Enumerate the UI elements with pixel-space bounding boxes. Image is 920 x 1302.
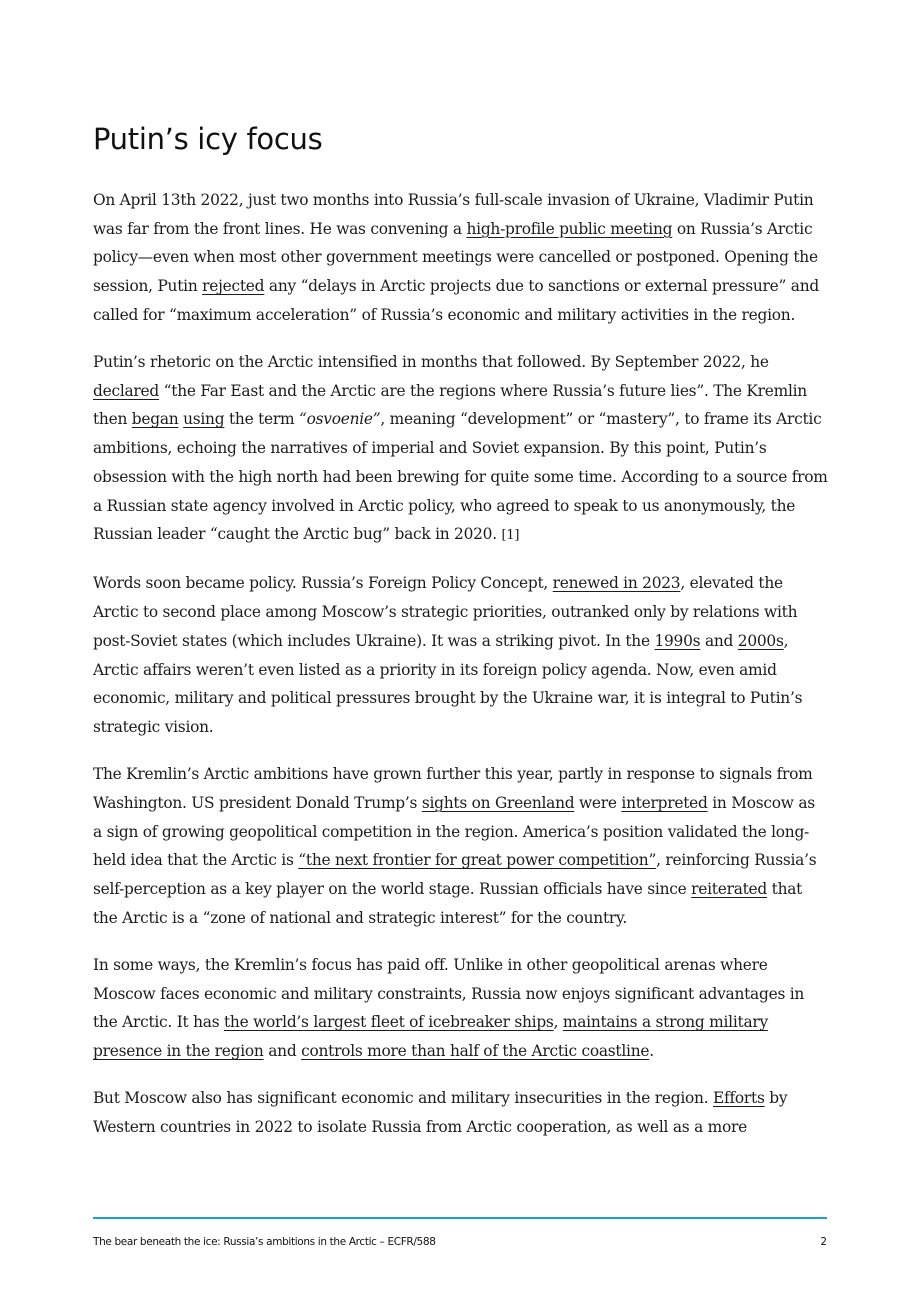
section-title: Putin’s icy focus bbox=[93, 122, 323, 156]
link-reiterated[interactable]: reiterated bbox=[691, 879, 768, 898]
text: But Moscow also has significant economic and military insecurities in the region. bbox=[93, 1089, 714, 1108]
link-icebreaker-fleet[interactable]: the world’s largest fleet of icebreaker ships bbox=[224, 1013, 554, 1032]
text: , meaning “development” or “mastery”, to frame its Arctic ambitions, echoing the narratives of imperial and Soviet expansion. By this point, Putin’s obsession with the high north had been brewing for quite some time. According to a source from a Russian state agency involved in Arctic policy, who agreed to speak to us anonymously, the Russian leader “caught the Arctic bug” back in 2020. bbox=[93, 410, 828, 544]
link-arctic-coastline[interactable]: controls more than half of the Arctic coastline bbox=[301, 1041, 650, 1060]
link-renewed-in-2023[interactable]: renewed in 2023 bbox=[552, 574, 681, 593]
link-sights-on-greenland[interactable]: sights on Greenland bbox=[421, 793, 575, 812]
text: The Kremlin’s Arctic ambitions have grown further this year, partly in response to signals from Washington. US president Donald Trump’s bbox=[93, 765, 813, 812]
text: In some ways, the Kremlin’s focus has paid off. Unlike in other geopolitical arenas where Moscow faces economic and military constraints, Russia now enjoys significant advantages in the Arctic. It has bbox=[93, 955, 805, 1032]
text: any “delays in Arctic projects due to sanctions or external pressure” and called for “maximum acceleration” of Russia’s economic and military activities in the region. bbox=[93, 277, 819, 324]
link-high-profile-public-meeting[interactable]: high-profile public meeting bbox=[466, 219, 673, 238]
emphasis-osvoenie: “osvoenie” bbox=[298, 410, 381, 429]
link-efforts[interactable]: Efforts bbox=[713, 1089, 765, 1108]
text: and bbox=[700, 631, 738, 650]
text: in Moscow as a sign of growing geopolitical competition in the region. America’s position validated the long-held idea that the Arctic is bbox=[93, 793, 815, 870]
text: . bbox=[649, 1041, 654, 1060]
link-military-presence[interactable]: maintains a strong military presence in the region bbox=[93, 1013, 768, 1060]
footer-divider bbox=[93, 1217, 827, 1219]
paragraph-6 bbox=[93, 1084, 828, 1141]
link-began[interactable]: began bbox=[131, 410, 179, 429]
footnote-ref-1[interactable]: [1] bbox=[501, 528, 520, 544]
text: , reinforcing Russia’s self-perception as a key player on the world stage. Russian officials have since bbox=[93, 851, 817, 898]
paragraph-2 bbox=[93, 348, 828, 551]
text: the term bbox=[224, 410, 299, 429]
link-next-frontier[interactable]: “the next frontier for great power competition” bbox=[298, 851, 657, 870]
text: were bbox=[574, 793, 622, 812]
text: “the Far East and the Arctic are the regions where Russia’s future lies”. The Kremlin then bbox=[93, 381, 807, 429]
page-number: 2 bbox=[820, 1236, 827, 1248]
text: and bbox=[263, 1041, 302, 1060]
paragraph-4 bbox=[93, 760, 828, 932]
link-declared[interactable]: declared bbox=[93, 381, 159, 400]
article-body bbox=[93, 186, 828, 1160]
paragraph-5 bbox=[93, 951, 828, 1066]
paragraph-3 bbox=[93, 569, 828, 741]
text: that the Arctic is a “zone of national and strategic interest” for the country. bbox=[93, 879, 803, 927]
link-rejected[interactable]: rejected bbox=[202, 277, 265, 296]
link-interpreted[interactable]: interpreted bbox=[621, 793, 708, 812]
link-2000s[interactable]: 2000s bbox=[737, 631, 784, 650]
text: Putin’s rhetoric on the Arctic intensified in months that followed. By September 2022, he bbox=[93, 353, 769, 372]
footer-publication: The bear beneath the ice: Russia’s ambitions in the Arctic – ECFR/588 bbox=[93, 1236, 436, 1248]
link-1990s[interactable]: 1990s bbox=[654, 631, 701, 650]
link-using[interactable]: using bbox=[183, 410, 225, 429]
text: On April 13th 2022, just two months into Russia’s full-scale invasion of Ukraine, Vladimir Putin was far from the front lines. He was convening a bbox=[93, 191, 814, 238]
text: , Arctic affairs weren’t even listed as a priority in its foreign policy agenda. Now, even amid economic, military and political pressures brought by the Ukraine war, it is integral to Putin’s strategic vision. bbox=[93, 631, 803, 736]
text: by Western countries in 2022 to isolate Russia from Arctic cooperation, as well as a more bbox=[93, 1089, 788, 1136]
paragraph-1 bbox=[93, 186, 828, 330]
text: on Russia’s Arctic policy—even when most other government meetings were cancelled or postponed. Opening the session, Putin bbox=[93, 219, 818, 296]
text: , elevated the Arctic to second place among Moscow’s strategic priorities, outranked only by relations with post-Soviet states (which includes Ukraine). It was a striking pivot. In the bbox=[93, 574, 798, 650]
text: Words soon became policy. Russia’s Foreign Policy Concept, bbox=[93, 574, 553, 593]
text: , bbox=[553, 1013, 563, 1032]
